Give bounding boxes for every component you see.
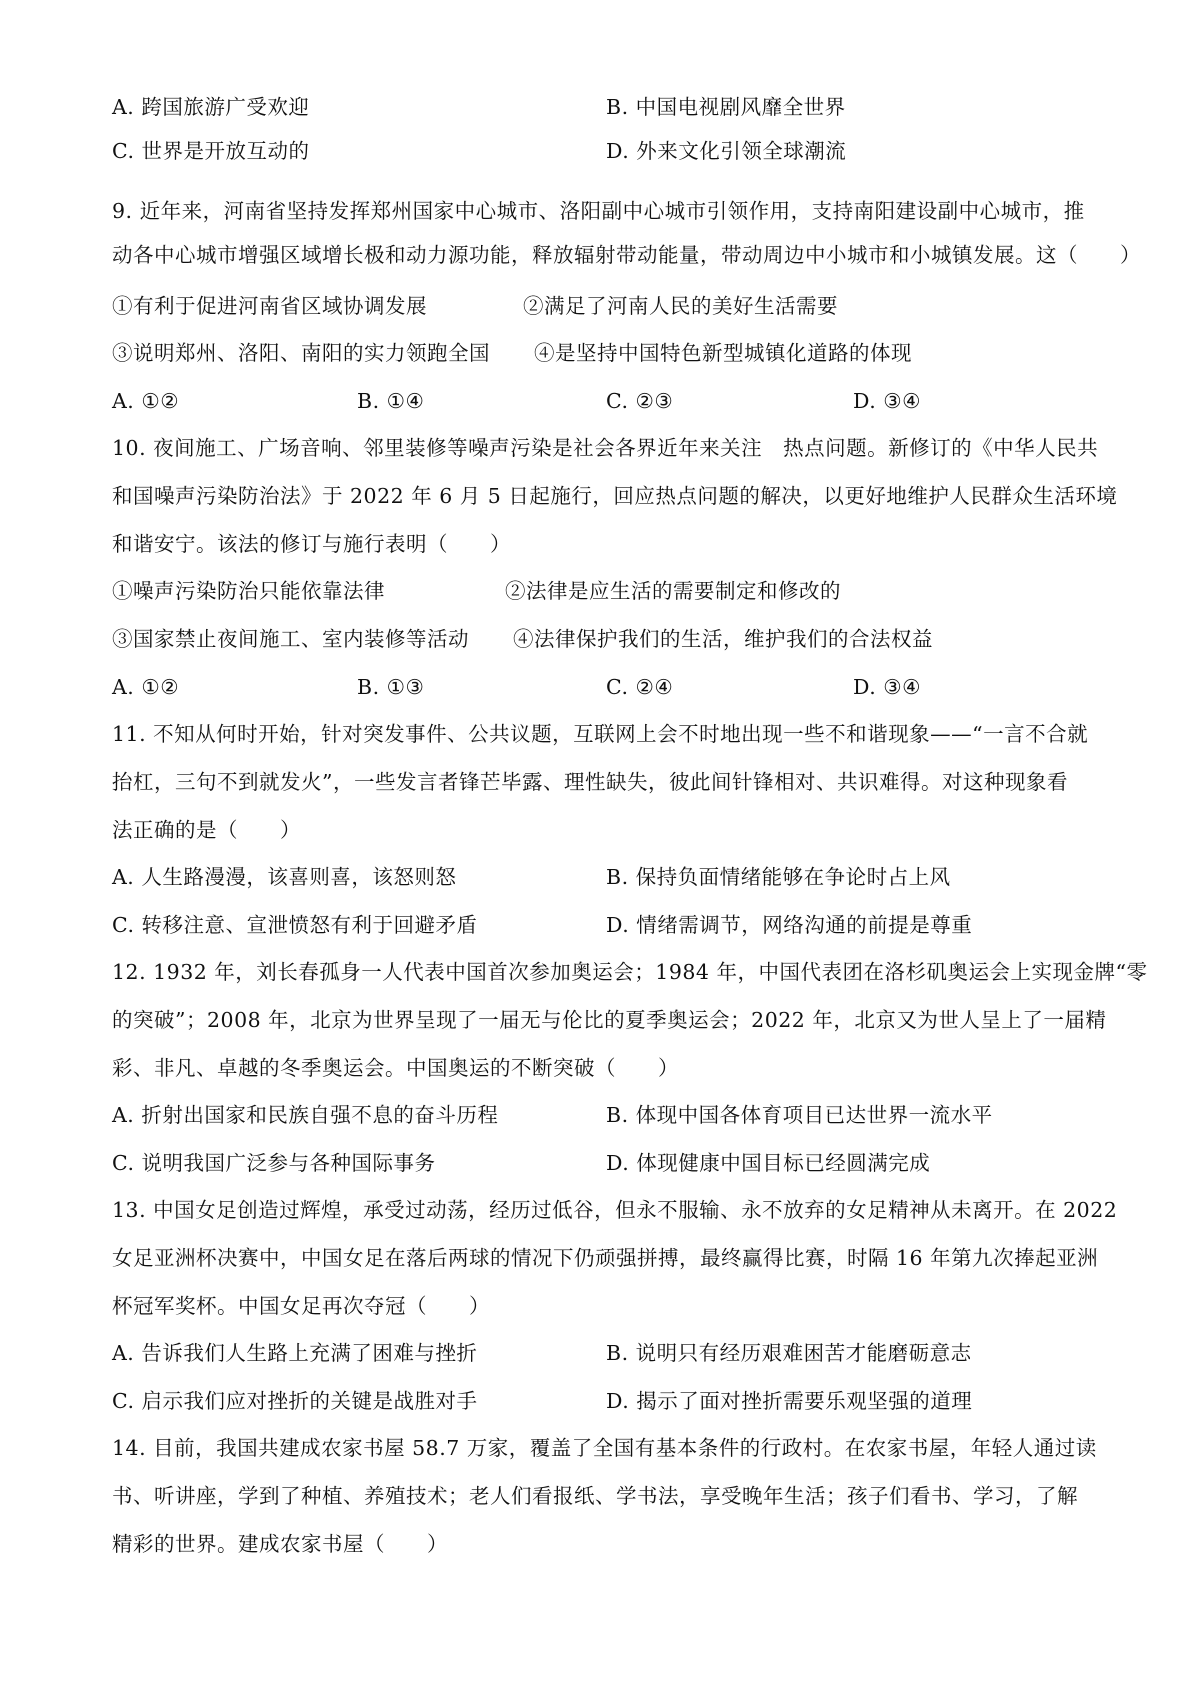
q12-stem-line-1: 12. 1932 年，刘长春孤身一人代表中国首次参加奥运会；1984 年，中国代表团在洛杉矶奥运会上实现金牌“零 [112,960,1148,984]
q10-option-d: D. ③④ [853,675,921,699]
q9-stem-line-1: 9. 近年来，河南省坚持发挥郑州国家中心城市、洛阳副中心城市引领作用，支持南阳建设副中心城市，推 [112,199,1085,223]
q11-option-d: D. 情绪需调节，网络沟通的前提是尊重 [606,913,973,937]
q13-stem-line-1: 13. 中国女足创造过辉煌，承受过动荡，经历过低谷，但永不服输、永不放弃的女足精神从未离开。在 2022 [112,1198,1118,1222]
q10-item-1: ①噪声污染防治只能依靠法律 [112,579,385,603]
q12-option-d: D. 体现健康中国目标已经圆满完成 [606,1151,931,1175]
q9-item-4: ④是坚持中国特色新型城镇化道路的体现 [534,341,912,365]
q9-item-1: ①有利于促进河南省区域协调发展 [112,294,427,318]
q8-option-c: C. 世界是开放互动的 [112,139,310,163]
q12-option-a: A. 折射出国家和民族自强不息的奋斗历程 [112,1103,499,1127]
q13-stem-line-2: 女足亚洲杯决赛中，中国女足在落后两球的情况下仍顽强拼搏，最终赢得比赛，时隔 16 年第九次捧起亚洲 [112,1246,1099,1270]
q13-option-c: C. 启示我们应对挫折的关键是战胜对手 [112,1389,478,1413]
q9-stem-line-2: 动各中心城市增强区域增长极和动力源功能，释放辐射带动能量，带动周边中小城市和小城镇发展。这（ ） [112,243,1141,267]
q11-stem-line-1: 11. 不知从何时开始，针对突发事件、公共议题，互联网上会不时地出现一些不和谐现象——“一言不合就 [112,722,1089,746]
q11-option-c: C. 转移注意、宣泄愤怒有利于回避矛盾 [112,913,478,937]
q14-stem-line-3: 精彩的世界。建成农家书屋（ ） [112,1532,448,1556]
q11-option-b: B. 保持负面情绪能够在争论时占上风 [606,865,951,889]
q13-option-a: A. 告诉我们人生路上充满了困难与挫折 [112,1341,478,1365]
q12-option-c: C. 说明我国广泛参与各种国际事务 [112,1151,436,1175]
q10-item-2: ②法律是应生活的需要制定和修改的 [505,579,841,603]
q9-option-d: D. ③④ [853,389,921,413]
q12-stem-line-3: 彩、非凡、卓越的冬季奥运会。中国奥运的不断突破（ ） [112,1056,679,1080]
q10-stem-line-1: 10. 夜间施工、广场音响、邻里装修等噪声污染是社会各界近年来关注 热点问题。新修订的《中华人民共 [112,436,1099,460]
q9-item-2: ②满足了河南人民的美好生活需要 [523,294,838,318]
q9-item-3: ③说明郑州、洛阳、南阳的实力领跑全国 [112,341,490,365]
q9-option-b: B. ①④ [357,389,425,413]
q13-stem-line-3: 杯冠军奖杯。中国女足再次夺冠（ ） [112,1294,490,1318]
q11-stem-line-3: 法正确的是（ ） [112,818,301,842]
q11-stem-line-2: 抬杠，三句不到就发火”，一些发言者锋芒毕露、理性缺失，彼此间针锋相对、共识难得。对这种现象看 [112,770,1068,794]
q14-stem-line-1: 14. 目前，我国共建成农家书屋 58.7 万家，覆盖了全国有基本条件的行政村。在农家书屋，年轻人通过读 [112,1436,1097,1460]
q8-option-a: A. 跨国旅游广受欢迎 [112,95,310,119]
q10-option-c: C. ②④ [606,675,674,699]
q10-stem-line-2: 和国噪声污染防治法》于 2022 年 6 月 5 日起施行，回应热点问题的解决，以更好地维护人民群众生活环境 [112,484,1118,508]
q10-option-b: B. ①③ [357,675,425,699]
q12-option-b: B. 体现中国各体育项目已达世界一流水平 [606,1103,993,1127]
q11-option-a: A. 人生路漫漫，该喜则喜，该怒则怒 [112,865,457,889]
q13-option-b: B. 说明只有经历艰难困苦才能磨砺意志 [606,1341,972,1365]
q12-stem-line-2: 的突破”；2008 年，北京为世界呈现了一届无与伦比的夏季奥运会；2022 年，北京又为世人呈上了一届精 [112,1008,1107,1032]
q14-stem-line-2: 书、听讲座，学到了种植、养殖技术；老人们看报纸、学书法，享受晚年生活；孩子们看书、学习，了解 [112,1484,1078,1508]
q8-option-b: B. 中国电视剧风靡全世界 [606,95,846,119]
q9-option-c: C. ②③ [606,389,674,413]
q13-option-d: D. 揭示了面对挫折需要乐观坚强的道理 [606,1389,973,1413]
q10-stem-line-3: 和谐安宁。该法的修订与施行表明（ ） [112,532,511,556]
q8-option-d: D. 外来文化引领全球潮流 [606,139,847,163]
q9-option-a: A. ①② [112,389,180,413]
q10-item-3: ③国家禁止夜间施工、室内装修等活动 [112,627,469,651]
q10-option-a: A. ①② [112,675,180,699]
q10-item-4: ④法律保护我们的生活，维护我们的合法权益 [513,627,933,651]
